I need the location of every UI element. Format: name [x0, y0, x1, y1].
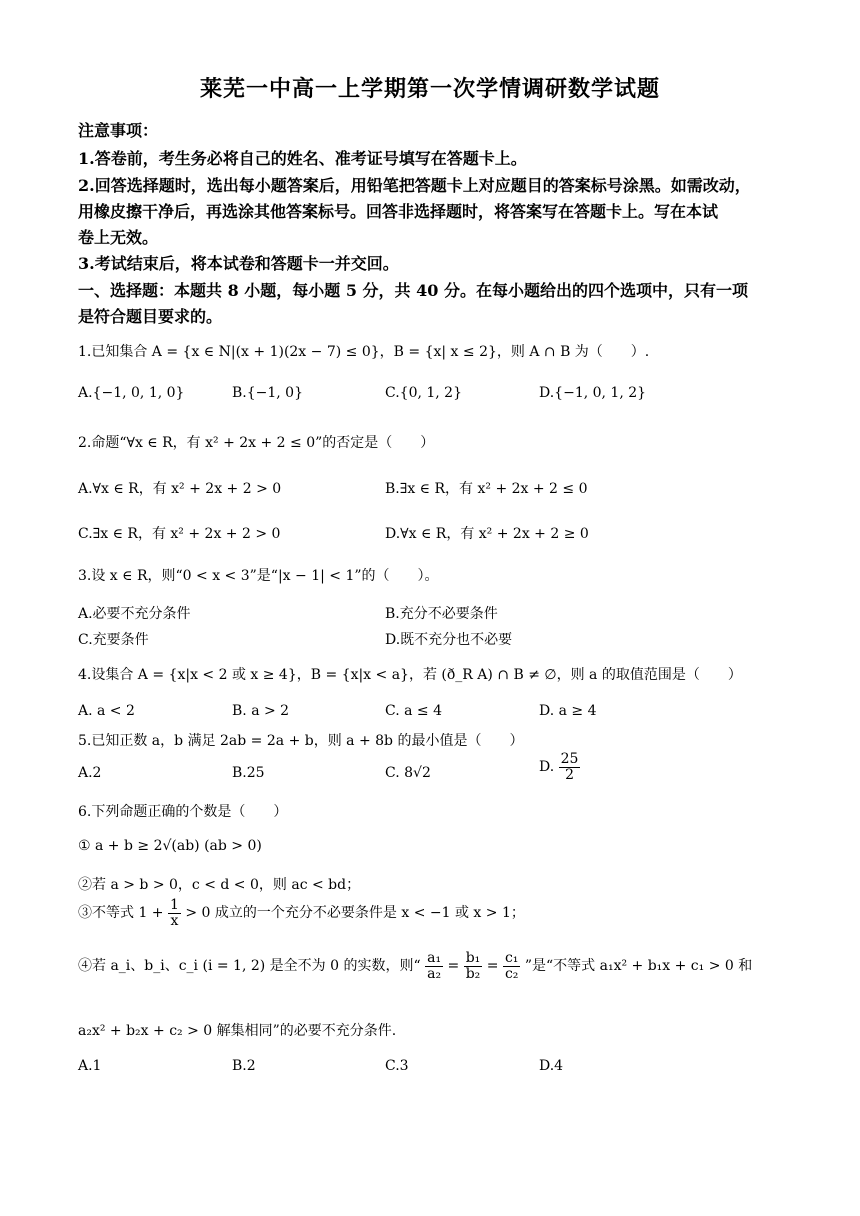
- q6-statement-1: ① a + b ≥ 2√(ab) (ab > 0): [78, 838, 262, 854]
- fraction-numerator: b₁: [465, 950, 481, 966]
- q2-option-a: A.∀x ∈ R，有 x² + 2x + 2 > 0: [78, 481, 282, 497]
- fraction-denominator: x: [170, 912, 179, 929]
- q1-option-c: C.{0, 1, 2}: [385, 385, 462, 401]
- notes-heading: 注意事项：: [78, 121, 159, 140]
- fraction-numerator: 1: [170, 897, 179, 913]
- q6-statement-3-suffix: > 0 成立的一个充分不必要条件是 x < −1 或 x > 1；: [185, 905, 525, 922]
- q5-option-a: A.2: [78, 765, 102, 781]
- section-1-heading: 一、选择题：本题共 8 小题，每小题 5 分，共 40 分。在每小题给出的四个选项中，只有一项: [78, 281, 748, 300]
- q6-option-c: C.3: [385, 1058, 409, 1074]
- q5-option-c: C. 8√2: [385, 765, 431, 781]
- fraction-numerator: 25: [560, 751, 579, 767]
- q4-option-a: A. a < 2: [78, 703, 135, 719]
- q6-option-d: D.4: [539, 1058, 564, 1074]
- q3-stem: 3.设 x ∈ R，则“0 < x < 3”是“|x − 1| < 1”的（ ）。: [78, 568, 439, 584]
- note-2-line-3: 卷上无效。: [78, 228, 159, 247]
- q5-option-d-label: D.: [539, 759, 555, 776]
- q6-statement-4-suffix: ”是“不等式 a₁x² + b₁x + c₁ > 0 和: [524, 958, 753, 975]
- q6-statement-3-prefix: ③不等式 1 +: [78, 905, 164, 922]
- fraction-numerator: a₁: [427, 950, 442, 966]
- q3-option-d: D.既不充分也不必要: [385, 632, 513, 648]
- fraction-numerator: c₁: [504, 950, 519, 966]
- q6-statement-2: ②若 a > b > 0，c < d < 0，则 ac < bd；: [78, 877, 361, 893]
- q2-option-c: C.∃x ∈ R，有 x² + 2x + 2 > 0: [78, 526, 281, 542]
- q6-statement-4-fraction-a: [425, 951, 443, 981]
- q1-option-b: B.{−1, 0}: [232, 385, 303, 401]
- fraction-denominator: 2: [565, 766, 575, 783]
- q1-stem: 1.已知集合 A = {x ∈ N|(x + 1)(2x − 7) ≤ 0}，B = {x| x ≤ 2}，则 A ∩ B 为（ ）.: [78, 344, 650, 360]
- q6-statement-3-fraction: [168, 898, 181, 928]
- q6-statement-4-prefix: ④若 a_i、b_i、c_i (i = 1, 2) 是全不为 0 的实数，则“: [78, 958, 421, 975]
- q3-option-a: A.必要不充分条件: [78, 606, 191, 622]
- note-1: 1.答卷前，考生务必将自己的姓名、准考证号填写在答题卡上。: [78, 149, 527, 168]
- fraction-denominator: b₂: [465, 965, 481, 982]
- q6-option-b: B.2: [232, 1058, 256, 1074]
- q5-option-d-fraction: [559, 752, 581, 782]
- q2-stem: 2.命题“∀x ∈ R，有 x² + 2x + 2 ≤ 0”的否定是（ ）: [78, 435, 435, 451]
- note-2-line-2: 用橡皮擦干净后，再选涂其他答案标号。回答非选择题时，将答案写在答题卡上。写在本试: [78, 202, 719, 221]
- q3-option-c: C.充要条件: [78, 632, 149, 648]
- q6-stem: 6.下列命题正确的个数是（ ）: [78, 804, 288, 820]
- q3-option-b: B.充分不必要条件: [385, 606, 498, 622]
- fraction-denominator: c₂: [504, 965, 519, 982]
- q2-option-d: D.∀x ∈ R，有 x² + 2x + 2 ≥ 0: [385, 526, 589, 542]
- q5-option-b: B.25: [232, 765, 265, 781]
- q6-statement-4-cont: a₂x² + b₂x + c₂ > 0 解集相同”的必要不充分条件.: [78, 1023, 397, 1039]
- q2-option-b: B.∃x ∈ R，有 x² + 2x + 2 ≤ 0: [385, 481, 588, 497]
- q5-option-d: [539, 752, 580, 782]
- q6-statement-4-fraction-b: [464, 951, 483, 981]
- equals-sign: =: [447, 958, 460, 975]
- page-title: 莱芜一中高一上学期第一次学情调研数学试题: [199, 76, 660, 102]
- q1-option-a: A.{−1, 0, 1, 0}: [78, 385, 185, 401]
- fraction-denominator: a₂: [427, 965, 442, 982]
- note-3: 3.考试结束后，将本试卷和答题卡一并交回。: [78, 254, 399, 273]
- q5-stem: 5.已知正数 a，b 满足 2ab = 2a + b，则 a + 8b 的最小值是（ ）: [78, 733, 524, 749]
- q1-option-d: D.{−1, 0, 1, 2}: [539, 385, 647, 401]
- note-2-line-1: 2.回答选择题时，选出每小题答案后，用铅笔把答题卡上对应题目的答案标号涂黑。如需改动，: [78, 176, 751, 195]
- q6-option-a: A.1: [78, 1058, 102, 1074]
- q4-option-b: B. a > 2: [232, 703, 290, 719]
- q4-option-d: D. a ≥ 4: [539, 703, 597, 719]
- section-1-heading-cont: 是符合题目要求的。: [78, 307, 223, 326]
- q6-statement-4-fraction-c: [503, 951, 520, 981]
- q6-statement-4: [78, 951, 752, 981]
- equals-sign: =: [486, 958, 499, 975]
- q6-statement-3: [78, 898, 525, 928]
- q4-stem: 4.设集合 A = {x|x < 2 或 x ≥ 4}，B = {x|x < a}，若 (ð_R A) ∩ B ≠ ∅，则 a 的取值范围是（ ）: [78, 667, 742, 683]
- q4-option-c: C. a ≤ 4: [385, 703, 442, 719]
